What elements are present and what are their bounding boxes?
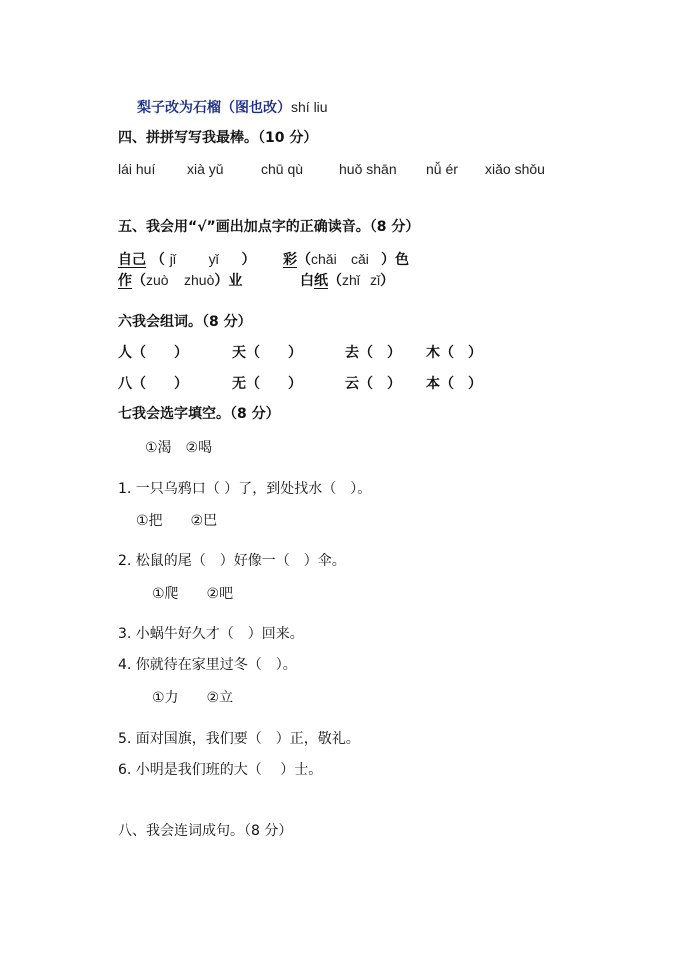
choice-options: ①渴 ②喝 (145, 440, 213, 456)
pinyin-item: huǒ shān (339, 161, 397, 177)
option-a: jǐ (169, 251, 176, 267)
word-blank: 天（ ） (232, 345, 302, 361)
revision-note-text: 梨子改为石榴（图也改） (137, 100, 291, 116)
word-blank: 无（ ） (232, 376, 302, 392)
choice-options: ①力 ②立 (152, 690, 234, 706)
fill-question: 3. 小蜗牛好久才（ ）回来。 (118, 626, 304, 642)
section-4-title: 四、拼拼写写我最棒。（10 分） (118, 130, 318, 146)
fill-question: 2. 松鼠的尾（ ）好像一（ ）伞。 (118, 553, 346, 569)
choice-options: ①爬 ②吧 (152, 586, 234, 602)
word-blank: 本（ ） (426, 376, 482, 392)
revision-note-pinyin: shí liu (291, 99, 328, 115)
pinyin-item: xiǎo shǒu (485, 161, 545, 177)
pinyin-item: lái huí (118, 161, 156, 177)
fill-question: 1. 一只乌鸦口（ ）了，到处找水（ ）。 (118, 481, 372, 497)
fill-question: 5. 面对国旗，我们要（ ）正，敬礼。 (118, 731, 360, 747)
option-b: cǎi (351, 251, 369, 267)
pronunciation-item-4: 白纸（zhǐ zǐ） (300, 272, 395, 289)
fill-question: 4. 你就待在家里过冬（ ）。 (118, 657, 297, 673)
section-6-title: 六我会组词。（8 分） (118, 314, 252, 330)
option-a: zhǐ (342, 272, 360, 288)
option-a: zuò (146, 272, 169, 288)
target-char: 纸 (314, 273, 328, 289)
pronunciation-item-2: 彩（chǎi cǎi ）色 (283, 251, 409, 268)
word-blank: 八（ ） (118, 376, 188, 392)
pronunciation-item-1: 自己 （ jǐ yǐ ） (118, 251, 256, 268)
pronunciation-item-3: 作（zuò zhuò）业 (118, 272, 243, 289)
target-char: 作 (118, 273, 132, 289)
pinyin-item: chū qù (261, 161, 304, 177)
section-7-title: 七我会选字填空。（8 分） (118, 406, 280, 422)
word-blank: 人（ ） (118, 345, 188, 361)
word-blank: 去（ ） (345, 345, 401, 361)
option-b: zhuò (184, 272, 215, 288)
fill-question: 6. 小明是我们班的大（ ）士。 (118, 762, 323, 778)
word-blank: 云（ ） (345, 376, 401, 392)
option-b: zǐ (370, 272, 381, 288)
option-b: yǐ (208, 251, 219, 267)
option-a: chǎi (311, 251, 337, 267)
section-8-title: 八、我会连词成句。（8 分） (118, 823, 293, 839)
pinyin-item: nǚ ér (426, 161, 458, 177)
word-blank: 木（ ） (426, 345, 482, 361)
choice-options: ①把 ②巴 (136, 513, 218, 529)
target-char: 彩 (283, 252, 297, 268)
revision-note (137, 98, 328, 117)
pinyin-item: xià yǔ (187, 161, 224, 177)
section-5-title: 五、我会用“√”画出加点字的正确读音。（8 分） (118, 219, 420, 235)
target-word: 自己 (118, 252, 146, 268)
